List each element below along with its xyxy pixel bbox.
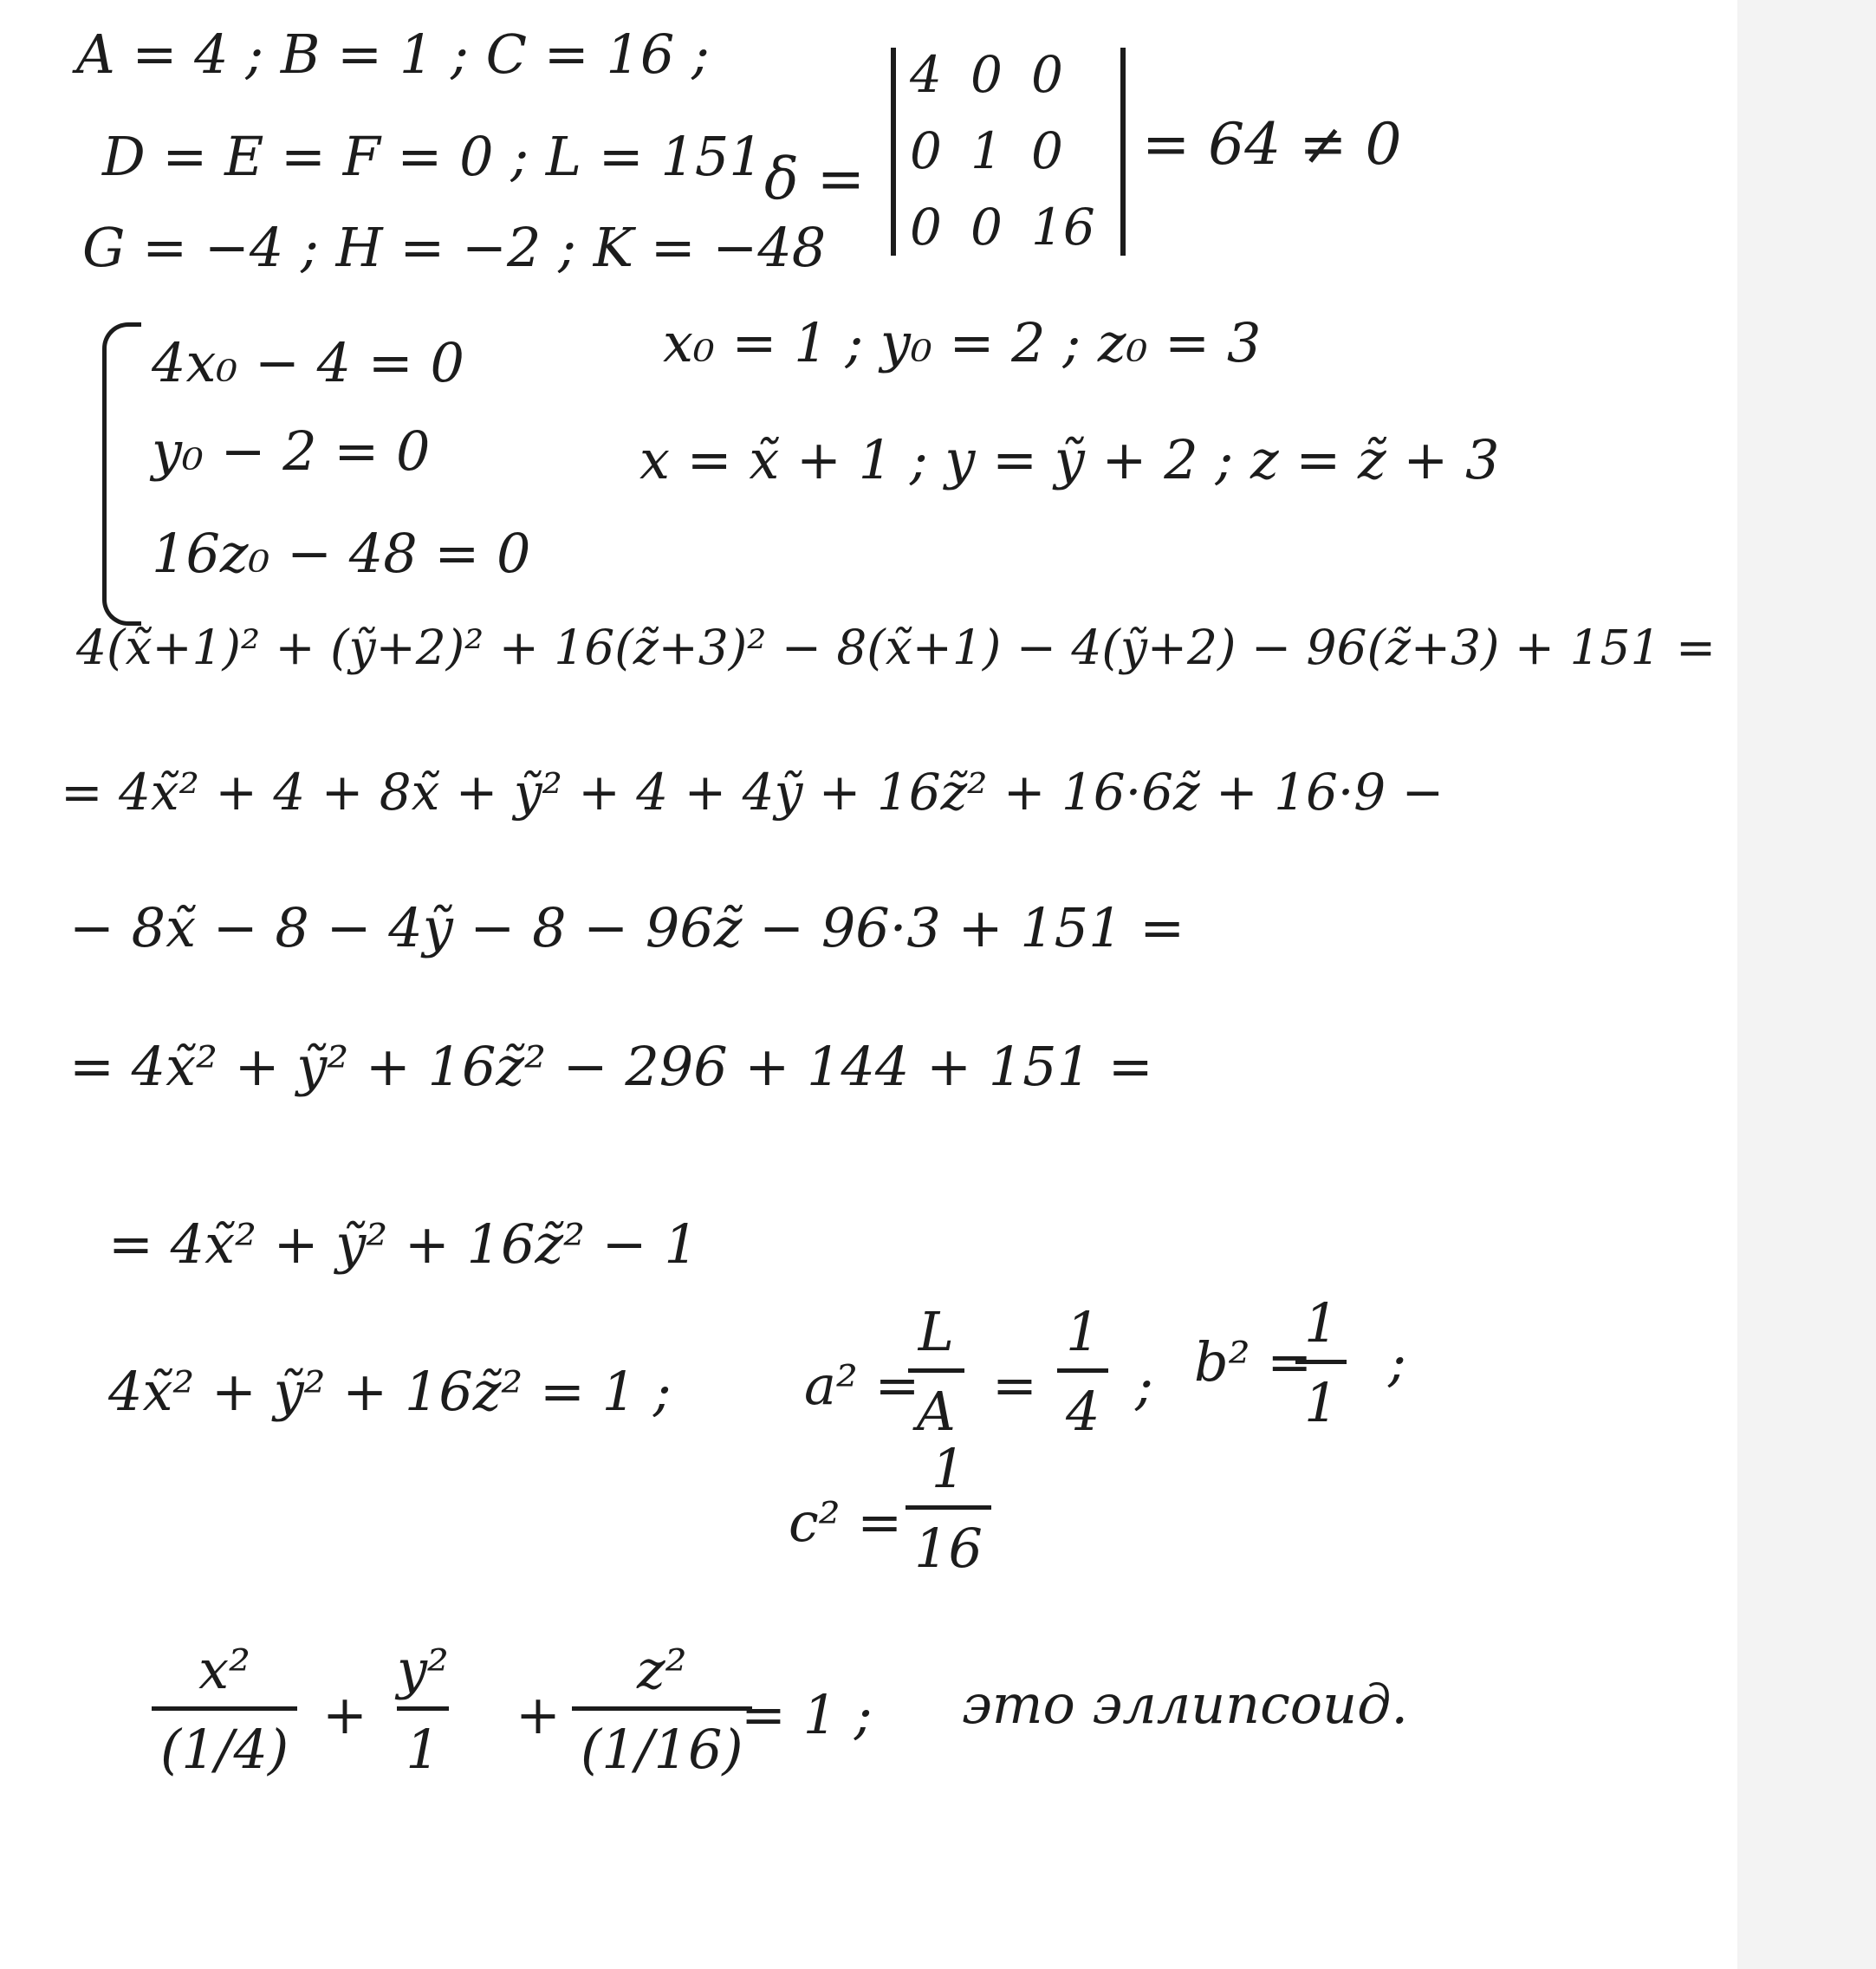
matrix-cell: 0 <box>1031 121 1063 180</box>
substitution: x = x̃ + 1 ; y = ỹ + 2 ; z = z̃ + 3 <box>639 428 1500 491</box>
fraction-numerator: x² <box>198 1638 250 1701</box>
matrix-cell: 0 <box>970 45 1003 104</box>
plus-sign: + <box>516 1683 561 1746</box>
equals-one: = 1 ; <box>741 1683 873 1746</box>
separator: ; <box>1135 1354 1153 1417</box>
determinant-result: = 64 ≠ 0 <box>1142 111 1402 178</box>
system-eq-3: 16z₀ − 48 = 0 <box>152 522 531 585</box>
matrix-cell: 4 <box>910 45 942 104</box>
plus-sign: + <box>322 1683 367 1746</box>
fraction-numerator: 1 <box>931 1437 966 1500</box>
a-value-fraction <box>1057 1300 1108 1443</box>
matrix-cell: 0 <box>910 121 942 180</box>
fraction-denominator: (1/16) <box>572 1706 752 1781</box>
fraction-denominator: 1 <box>397 1706 448 1781</box>
canonical-equation: 4x̃² + ỹ² + 16z̃² = 1 ; <box>108 1360 672 1423</box>
fraction-denominator: 16 <box>906 1505 991 1580</box>
x-term-fraction <box>152 1638 297 1781</box>
c-squared-label: c² = <box>789 1491 903 1554</box>
c-value-fraction <box>906 1437 991 1580</box>
fraction-denominator: 4 <box>1057 1368 1108 1443</box>
determinant-label: δ = <box>764 146 866 212</box>
system-eq-2: y₀ − 2 = 0 <box>152 419 431 483</box>
expansion-line-1: 4(x̃+1)² + (ỹ+2)² + 16(z̃+3)² − 8(x̃+1) − 4(ỹ+2) − 96(z̃+3) + 151 = <box>76 620 1717 675</box>
b-squared-label: b² = <box>1194 1330 1313 1394</box>
y-term-fraction <box>388 1638 458 1781</box>
expansion-line-2: = 4x̃² + 4 + 8x̃ + ỹ² + 4 + 4ỹ + 16z̃² + 16·6z̃ + 16·9 − <box>61 763 1444 822</box>
matrix-cell: 0 <box>970 198 1003 257</box>
fraction-numerator: z² <box>637 1638 687 1701</box>
fraction-numerator: 1 <box>1304 1291 1339 1355</box>
matrix-cell: 0 <box>1031 45 1063 104</box>
fraction-denominator: 1 <box>1295 1360 1347 1434</box>
paper-edge <box>1737 0 1876 1969</box>
separator: ; <box>1388 1330 1406 1394</box>
a-ratio-fraction <box>908 1300 964 1443</box>
system-brace <box>102 322 141 626</box>
system-eq-1: 4x₀ − 4 = 0 <box>152 331 464 394</box>
conclusion-text: это эллипсоид. <box>962 1673 1409 1736</box>
center-point: x₀ = 1 ; y₀ = 2 ; z₀ = 3 <box>663 311 1262 374</box>
equals-sign: = <box>992 1354 1037 1417</box>
a-squared-label: a² = <box>804 1354 920 1417</box>
b-value-fraction <box>1295 1291 1347 1434</box>
expansion-line-4: = 4x̃² + ỹ² + 16z̃² − 296 + 144 + 151 = <box>69 1035 1153 1098</box>
determinant-left-bar <box>891 48 896 256</box>
determinant-matrix <box>910 45 1118 257</box>
params-line-3: G = −4 ; H = −2 ; K = −48 <box>82 216 827 279</box>
params-line-1: A = 4 ; B = 1 ; C = 16 ; <box>76 23 710 86</box>
fraction-numerator: L <box>918 1300 954 1363</box>
fraction-denominator: (1/4) <box>152 1706 297 1781</box>
fraction-numerator: y² <box>397 1638 449 1701</box>
matrix-cell: 16 <box>1031 198 1095 257</box>
fraction-denominator: A <box>908 1368 964 1443</box>
matrix-cell: 1 <box>970 121 1003 180</box>
determinant-right-bar <box>1120 48 1126 256</box>
z-term-fraction <box>572 1638 752 1781</box>
params-line-2: D = E = F = 0 ; L = 151 <box>102 125 763 188</box>
expansion-line-3: − 8x̃ − 8 − 4ỹ − 8 − 96z̃ − 96·3 + 151 = <box>69 896 1185 959</box>
expansion-line-5: = 4x̃² + ỹ² + 16z̃² − 1 <box>108 1212 698 1276</box>
matrix-cell: 0 <box>910 198 942 257</box>
fraction-numerator: 1 <box>1066 1300 1100 1363</box>
